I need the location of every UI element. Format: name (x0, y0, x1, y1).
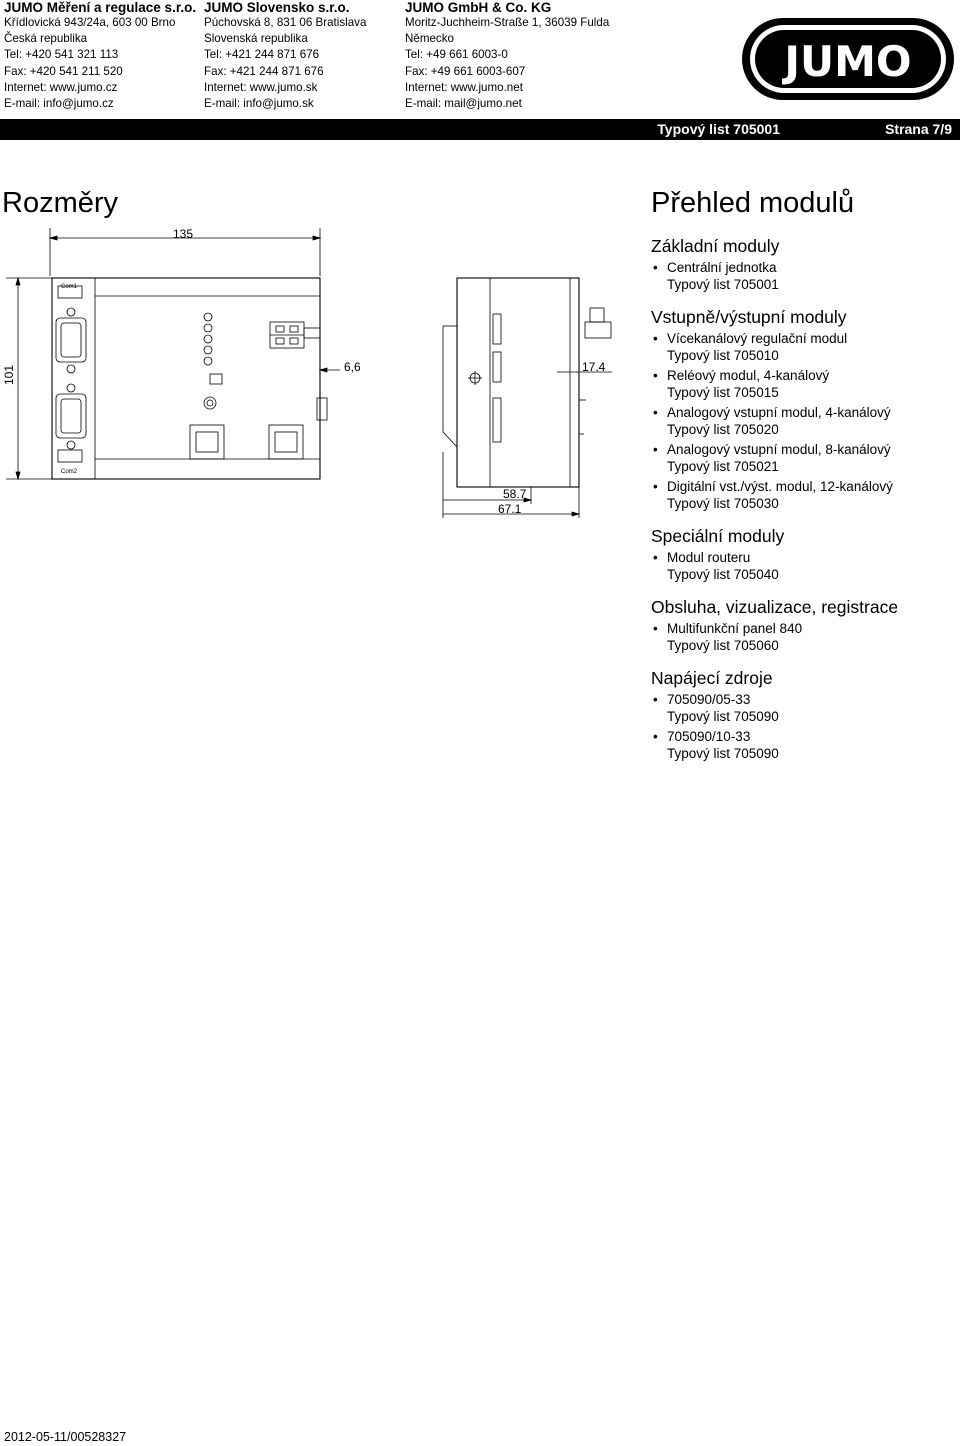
item-ref: Typový list 705020 (667, 421, 779, 437)
jumo-logo (742, 18, 954, 100)
item-name: Multifunkční panel 840 (667, 621, 803, 636)
category-title: Speciální moduly (651, 526, 785, 546)
company-internet: Internet: www.jumo.cz (4, 80, 118, 94)
list-item (651, 260, 956, 293)
item-name: 705090/10-33 (667, 729, 751, 744)
company-country: Německo (405, 32, 454, 46)
com1-label: Com1 (61, 284, 78, 290)
company-tel: Tel: +421 244 871 676 (204, 48, 320, 62)
modules-title: Přehled modulů (651, 187, 855, 219)
item-ref: Typový list 705021 (667, 458, 779, 474)
company-fax: Fax: +420 541 211 520 (4, 64, 123, 78)
item-name: Digitální vst./výst. modul, 12-kanálový (667, 479, 893, 494)
page-number: Strana 7/9 (885, 121, 952, 137)
item-ref: Typový list 705001 (667, 276, 779, 292)
company-name: JUMO Slovensko s.r.o. (204, 0, 350, 15)
item-ref: Typový list 705090 (667, 745, 779, 761)
category-items (651, 260, 956, 293)
company-address: Púchovská 8, 831 06 Bratislava (204, 16, 367, 29)
list-item (651, 692, 956, 725)
company-name: JUMO Měření a regulace s.r.o. (4, 0, 197, 15)
list-item (651, 405, 956, 438)
dimension-width-label: 135 (173, 227, 194, 241)
company-country: Slovenská republika (204, 32, 308, 46)
dimension-drawing (0, 222, 620, 527)
category-title: Obsluha, vizualizace, registrace (651, 597, 899, 617)
company-email: E-mail: info@jumo.cz (4, 97, 114, 111)
item-ref: Typový list 705060 (667, 637, 779, 653)
dimension-clip-label: 6,6 (344, 360, 361, 374)
com2-label: Com2 (61, 469, 78, 475)
contact-jumo-de (405, 0, 609, 112)
list-item (651, 331, 956, 364)
category-title: Základní moduly (651, 236, 780, 256)
category-items (651, 692, 956, 762)
document-header-bar (0, 119, 960, 140)
item-name: Analogový vstupní modul, 8-kanálový (667, 442, 891, 457)
contact-jumo-cz (4, 0, 196, 112)
dimension-height-label: 101 (2, 364, 16, 385)
company-address: Moritz-Juchheim-Straße 1, 36039 Fulda (405, 16, 610, 29)
company-internet: Internet: www.jumo.sk (204, 80, 318, 94)
list-item (651, 729, 956, 762)
item-name: Centrální jednotka (667, 260, 777, 275)
company-email: E-mail: mail@jumo.net (405, 97, 522, 111)
item-ref: Typový list 705010 (667, 347, 779, 363)
company-address: Křídlovická 943/24a, 603 00 Brno (4, 16, 176, 29)
company-email: E-mail: info@jumo.sk (204, 97, 314, 111)
company-tel: Tel: +420 541 321 113 (4, 48, 119, 62)
dimension-side-label: 17.4 (582, 360, 606, 374)
company-country: Česká republika (4, 32, 88, 46)
item-ref: Typový list 705090 (667, 708, 779, 724)
company-fax: Fax: +421 244 871 676 (204, 64, 324, 78)
contact-jumo-sk (204, 0, 366, 112)
item-ref: Typový list 705030 (667, 495, 779, 511)
list-item (651, 479, 956, 512)
item-name: Modul routeru (667, 550, 751, 565)
dimension-depth-a-label: 58.7 (503, 487, 527, 501)
item-name: 705090/05-33 (667, 692, 751, 707)
item-ref: Typový list 705015 (667, 384, 779, 400)
document-code: 2012-05-11/00528327 (4, 1430, 127, 1444)
category-items (651, 621, 956, 654)
company-internet: Internet: www.jumo.net (405, 80, 523, 94)
company-fax: Fax: +49 661 6003-607 (405, 64, 526, 78)
category-items (651, 331, 956, 512)
modules-list (651, 236, 956, 766)
category-title: Napájecí zdroje (651, 668, 773, 688)
category-items (651, 550, 956, 583)
item-name: Analogový vstupní modul, 4-kanálový (667, 405, 891, 420)
list-item (651, 442, 956, 475)
list-item (651, 368, 956, 401)
list-item (651, 621, 956, 654)
list-item (651, 550, 956, 583)
company-tel: Tel: +49 661 6003-0 (405, 48, 508, 62)
item-name: Reléový modul, 4-kanálový (667, 368, 830, 383)
dimension-depth-b-label: 67.1 (498, 502, 522, 516)
dimensions-title: Rozměry (2, 187, 119, 219)
company-name: JUMO GmbH & Co. KG (405, 0, 552, 15)
item-ref: Typový list 705040 (667, 566, 779, 582)
document-number: Typový list 705001 (657, 121, 780, 137)
item-name: Vícekanálový regulační modul (667, 331, 848, 346)
logo-text: JUMO (784, 37, 912, 86)
category-title: Vstupně/výstupní moduly (651, 307, 847, 327)
